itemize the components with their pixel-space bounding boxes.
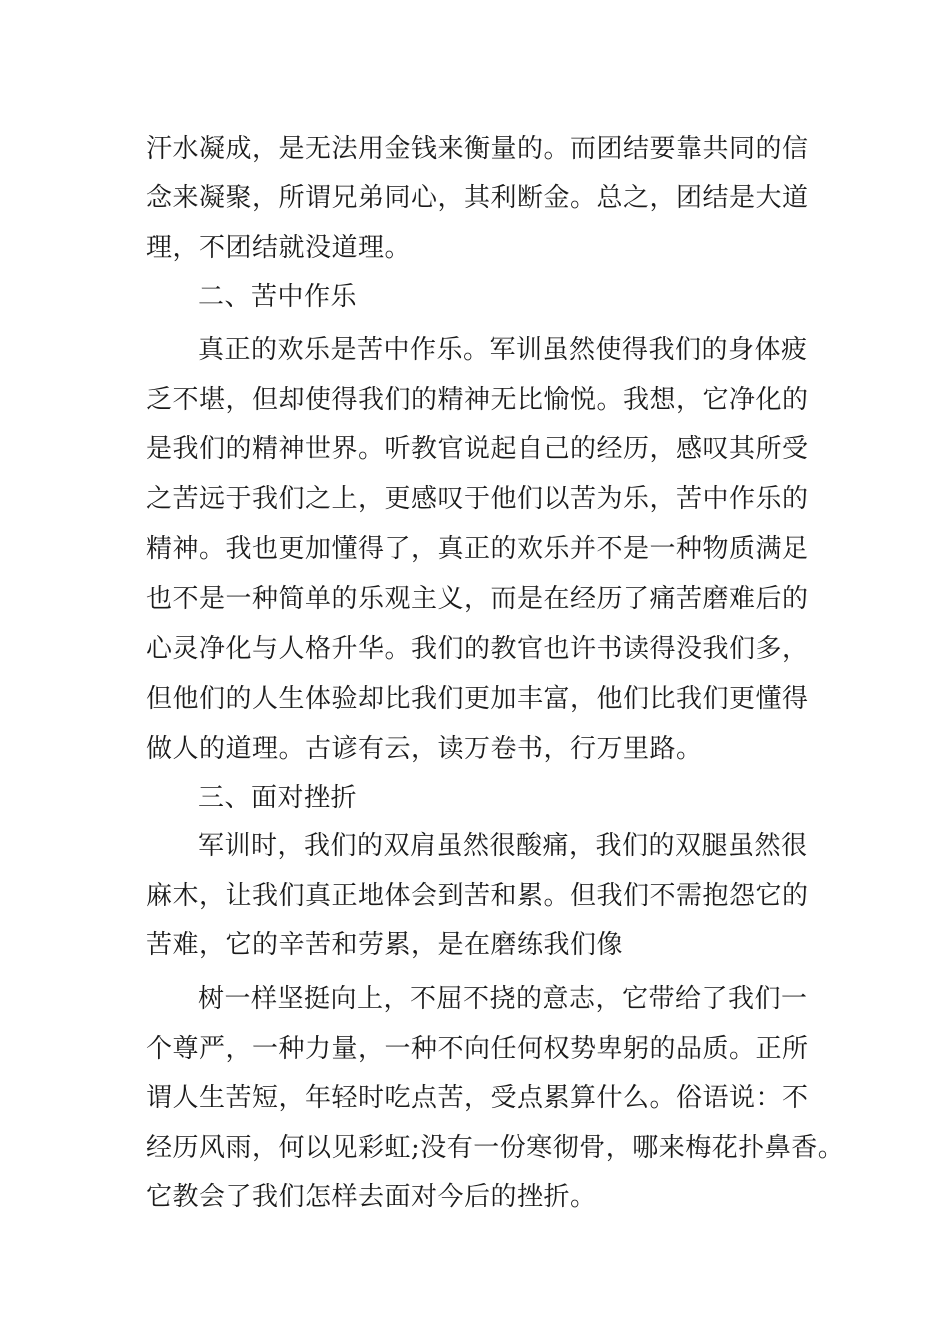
text-line: 它教会了我们怎样去面对今后的挫折。 (146, 1182, 597, 1212)
text-line: 经历风雨，何以见彩虹;没有一份寒彻骨，哪来梅花扑鼻香。 (146, 1133, 845, 1163)
text-line: 个尊严，一种力量，一种不向任何权势卑躬的品质。正所 (146, 1034, 809, 1064)
text-line: 汗水凝成，是无法用金钱来衡量的。而团结要靠共同的信 (146, 134, 809, 164)
section-heading: 二、苦中作乐 (198, 282, 358, 312)
text-line: 但他们的人生体验却比我们更加丰富，他们比我们更懂得 (146, 684, 809, 714)
text-line: 心灵净化与人格升华。我们的教官也许书读得没我们多， (146, 634, 809, 664)
text-line: 谓人生苦短，年轻时吃点苦，受点累算什么。俗语说：不 (146, 1083, 809, 1113)
section-heading: 三、面对挫折 (198, 783, 358, 813)
text-line: 是我们的精神世界。听教官说起自己的经历，感叹其所受 (146, 434, 809, 464)
text-line: 乏不堪，但却使得我们的精神无比愉悦。我想，它净化的 (146, 385, 809, 415)
text-line: 做人的道理。古谚有云，读万卷书，行万里路。 (146, 734, 703, 764)
text-line: 理，不团结就没道理。 (146, 233, 412, 263)
text-line: 之苦远于我们之上，更感叹于他们以苦为乐，苦中作乐的 (146, 484, 809, 514)
text-line: 念来凝聚，所谓兄弟同心，其利断金。总之，团结是大道 (146, 183, 809, 213)
text-line: 也不是一种简单的乐观主义，而是在经历了痛苦磨难后的 (146, 584, 809, 614)
text-line: 真正的欢乐是苦中作乐。军训虽然使得我们的身体疲 (198, 335, 808, 365)
text-line: 苦难，它的辛苦和劳累，是在磨练我们像 (146, 930, 624, 960)
text-line: 军训时，我们的双肩虽然很酸痛，我们的双腿虽然很 (198, 831, 808, 861)
text-line: 精神。我也更加懂得了，真正的欢乐并不是一种物质满足 (146, 534, 809, 564)
text-line: 树一样坚挺向上，不屈不挠的意志，它带给了我们一 (198, 984, 808, 1014)
text-line: 麻木，让我们真正地体会到苦和累。但我们不需抱怨它的 (146, 881, 809, 911)
